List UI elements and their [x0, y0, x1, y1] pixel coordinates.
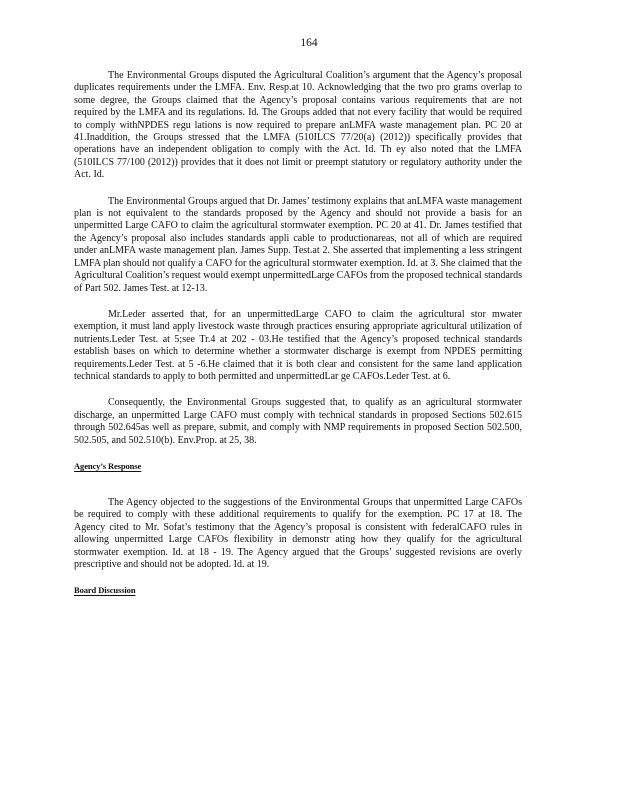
paragraph-environmental-groups-suggestion: Consequently, the Environmental Groups suggested that, to qualify as an agricultural stormwater discharge, an unpermitted Large CAFO must comply with technical standards in proposed Sections 502.615 through 502.645as well as prepare, submit, and comply with NMP requirements in proposed Section 502.500, 502.505, and 502.510(b). Env.Prop. at 25, 38. [74, 397, 522, 446]
paragraph-agency-objection: The Agency objected to the suggestions of the Environmental Groups that unpermitted Large CAFOs be required to comply with these additional requirements to qualify for the exemption. PC 17 at 18. The Agency cited to Mr. Sofat’s testimony that the Agency’s proposal is consistent with federalCAFO rules in allowing unpermitted Large CAFOs flexibility in demonstr ating how they qualify for the agricultural stormwater exemption. Id. at 18 - 19. The Agency argued that the Groups’ suggested revisions are overly prescriptive and should not be adopted. Id. at 19. [74, 496, 522, 570]
section-heading-board-discussion: Board Discussion [74, 585, 136, 596]
paragraph-mr-leder-testimony: Mr.Leder asserted that, for an unpermittedLarge CAFO to claim the agricultural stor mwater exemption, it must land apply livestock waste through practices ensuring appropriate agricultural utilization of nutrients.Leder Test. at 5;see Tr.4 at 202 - 03.He testified that the Agency’s proposed technical standards establish bases on which to determine whether a stormwater discharge is exempt from NPDES permitting requirements.Leder Test. at 5 -6.He claimed that it is both clear and consistent for the same land application technical standards to apply to both permitted and unpermittedLar ge CAFOs.Leder Test. at 6. [74, 308, 522, 382]
page-content [74, 70, 522, 596]
paragraph-environmental-groups-dispute: The Environmental Groups disputed the Agricultural Coalition’s argument that the Agency’s proposal duplicates requirements under the LMFA. Env. Resp.at 10. Acknowledging that the two pro grams overlap to some degree, the Groups claimed that the Agency’s proposal contains various requirements that are not required by the LMFA and its regulations. Id. The Groups added that not every facility that would be required to comply withNPDES regu lations is now required to prepare anLMFA waste management plan. PC 20 at 41.Inaddition, the Groups stressed that the LMFA (510ILCS 77/20(a) (2012)) specifically provides that operations have an independent obligation to comply with the Act. Id. Th ey also noted that the LMFA (510ILCS 77/100 (2012)) provides that it does not limit or preempt statutory or regulatory authority under the Act. Id. [74, 70, 522, 181]
page-number: 164 [300, 37, 318, 49]
section-heading-agencys-response: Agency’s Response [74, 460, 142, 471]
heading-spacer [74, 472, 522, 485]
paragraph-dr-james-testimony: The Environmental Groups argued that Dr. James’ testimony explains that anLMFA waste management plan is not equivalent to the standards proposed by the Agency and should not provide a basis for an unpermitted Large CAFO to claim the agricultural stormwater exemption. PC 20 at 41. Dr. James testified that the Agency’s proposal also includes standards appli cable to productionareas, not all of which are required under anLMFA waste management plan. James Supp. Test.at 2. She asserted that implementing a less stringent LMFA plan should not qualify a CAFO for the agricultural stormwater exemption. Id. at 3. She claimed that the Agricultural Coalition’s request would exempt unpermittedLarge CAFOs from the proposed technical standards of Part 502. James Test. at 12-13. [74, 195, 522, 294]
